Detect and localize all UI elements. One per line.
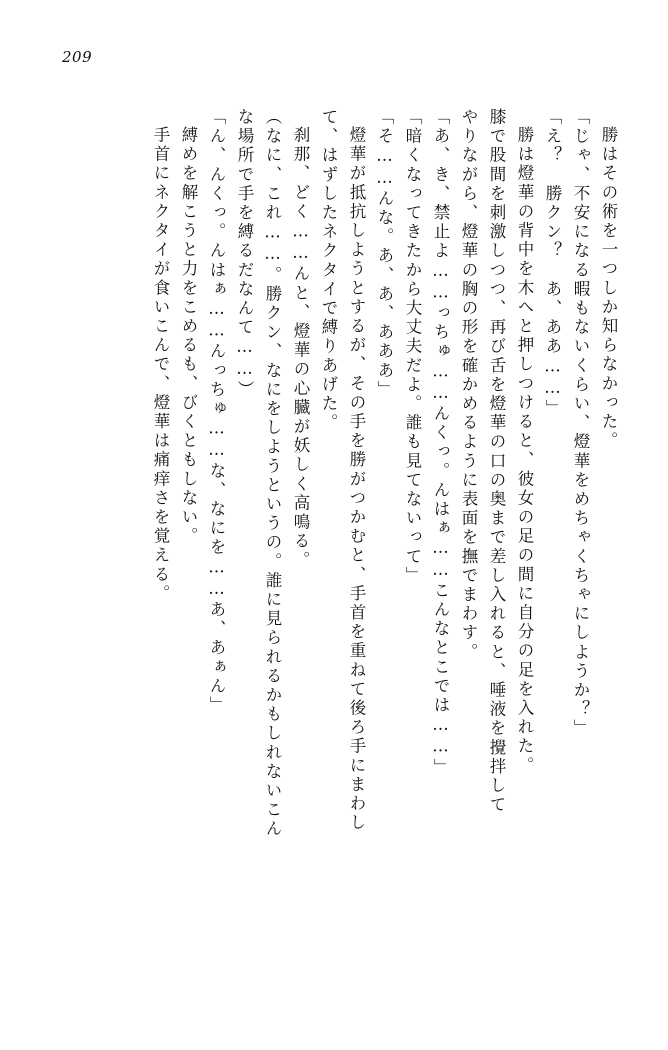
text-line: て、はずしたネクタイで縛りあげた。 bbox=[319, 108, 338, 433]
text-line: 勝は燈華の背中を木へと押しつけると、彼女の足の間に自分の足を入れた。 bbox=[515, 126, 534, 776]
text-line: 「じゃ、不安になる暇もないくらい、燈華をめちゃくちゃにしようか？」 bbox=[571, 108, 590, 739]
text-line: な場所で手を縛るだなんて……） bbox=[235, 108, 254, 400]
text-line: 燈華が抵抗しようとするが、その手を勝がつかむと、手首を重ねて後ろ手にまわし bbox=[347, 126, 366, 833]
text-line: 刹那、どく……んと、燈華の心臓が妖しく高鳴る。 bbox=[291, 126, 310, 571]
text-line: 手首にネクタイが食いこんで、燈華は痛痒さを覚える。 bbox=[151, 126, 170, 604]
text-line: 膝で股間を刺激しつつ、再び舌を燈華の口の奥まで差し入れると、唾液を攪拌して bbox=[487, 108, 506, 815]
text-line: 「ん、んくっ。んはぁ……んっちゅ……な、なにを……あ、あぁん」 bbox=[207, 108, 226, 716]
text-line: 勝はその術を一つしか知らなかった。 bbox=[599, 126, 618, 451]
vertical-text-body bbox=[40, 108, 616, 990]
text-line: 縛めを解こうと力をこめるも、びくともしない。 bbox=[179, 126, 198, 547]
text-line: 「あ、き、禁止よ……っちゅ……んくっ。んはぁ……こんなとこでは……」 bbox=[431, 108, 450, 778]
text-line: 「暗くなってきたから大丈夫だよ。誰も見てないって」 bbox=[403, 108, 422, 586]
text-line: 「そ……んな。あ、あ、あああ」 bbox=[375, 108, 394, 400]
text-line: 「え？ 勝クン？ あ、ああ……」 bbox=[543, 108, 562, 419]
page-number: 209 bbox=[62, 48, 93, 66]
text-line: （なに、これ……。勝クン、なにをしようというの。誰に見られるかもしれないこん bbox=[263, 108, 282, 839]
text-line: やりながら、燈華の胸の形を確かめるように表面を撫でまわす。 bbox=[459, 108, 478, 662]
